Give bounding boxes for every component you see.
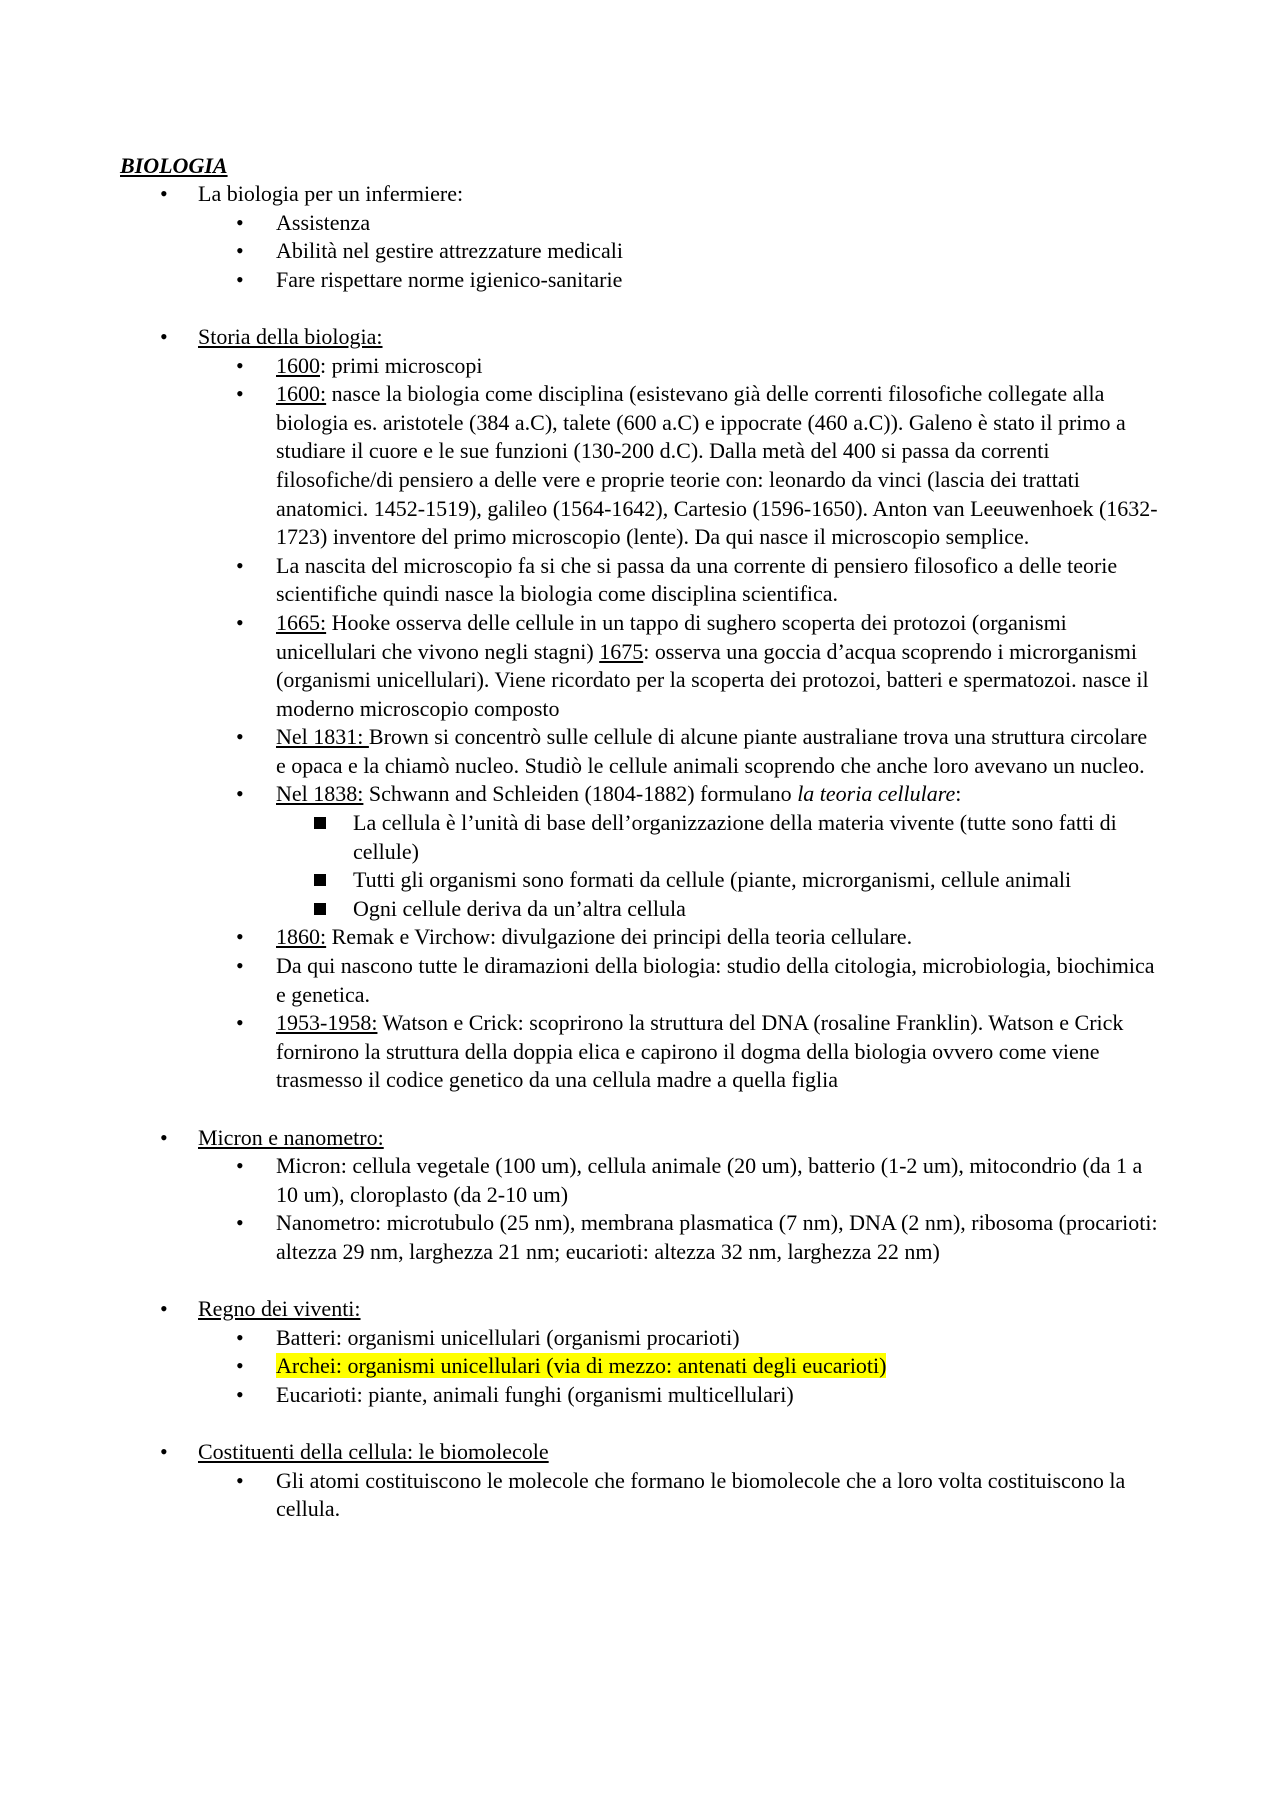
bullet-icon: • bbox=[236, 1210, 244, 1236]
list-item bbox=[0, 609, 1280, 723]
list-item bbox=[0, 866, 1280, 895]
list-item bbox=[0, 237, 1280, 266]
bullet-icon: • bbox=[160, 1296, 168, 1322]
list-item bbox=[0, 1467, 1280, 1524]
list-item-text: La nascita del microscopio fa si che si passa da una corrente di pensiero filosofico a delle teorie scientifiche quindi nasce la biologia come disciplina scientifica. bbox=[276, 552, 1118, 607]
section-heading: Costituenti della cellula: le biomolecole bbox=[198, 1439, 549, 1465]
list-item-text: Hooke osserva delle cellule in un tappo di sughero scoperta dei protozoi (organismi unicellulari che vivono negli stagni) bbox=[276, 609, 1067, 664]
bullet-icon: • bbox=[236, 1324, 244, 1350]
year-label: 1953-1958: bbox=[276, 1010, 378, 1036]
bullet-icon: • bbox=[236, 552, 244, 578]
list-item-text: Assistenza bbox=[276, 209, 371, 235]
year-label: 1600 bbox=[276, 352, 320, 378]
bullet-icon: • bbox=[236, 1467, 244, 1493]
square-bullet-icon bbox=[314, 817, 326, 829]
list-item bbox=[0, 1152, 1280, 1209]
spacer bbox=[0, 1410, 1280, 1439]
square-bullet-icon bbox=[314, 874, 326, 886]
section-intro bbox=[0, 180, 1280, 294]
list-item-text: Batteri: organismi unicellulari (organismi procarioti) bbox=[276, 1324, 740, 1350]
bullet-icon: • bbox=[236, 724, 244, 750]
list-item-text: : primi microscopi bbox=[320, 352, 483, 378]
bullet-icon: • bbox=[160, 1124, 168, 1150]
list-item-text: Remak e Virchow: divulgazione dei principi della teoria cellulare. bbox=[326, 924, 913, 950]
list-item bbox=[0, 923, 1280, 952]
list-item bbox=[0, 1381, 1280, 1410]
list-item bbox=[0, 1124, 1280, 1153]
section-heading: La biologia per un infermiere: bbox=[198, 181, 464, 206]
bullet-icon: • bbox=[236, 1153, 244, 1179]
list-item bbox=[0, 1295, 1280, 1324]
list-item bbox=[0, 780, 1280, 809]
bullet-icon: • bbox=[236, 609, 244, 635]
list-item bbox=[0, 895, 1280, 924]
list-item-text: Fare rispettare norme igienico-sanitarie bbox=[276, 266, 623, 292]
spacer bbox=[0, 1095, 1280, 1124]
list-item-text: : osserva una goccia d’acqua scoprendo i microrganismi (organismi unicellulari). Viene ricordato per la scoperta dei protozoi, batteri e spermatozoi. nasce il moderno microscopio composto bbox=[276, 638, 1149, 721]
document-title: BIOLOGIA bbox=[120, 153, 228, 178]
list-item bbox=[0, 1438, 1280, 1467]
section-heading: Micron e nanometro: bbox=[198, 1124, 384, 1150]
section-costituenti bbox=[0, 1438, 1280, 1524]
bullet-icon: • bbox=[236, 381, 244, 407]
bullet-icon: • bbox=[160, 1439, 168, 1465]
list-item-text: La cellula è l’unità di base dell’organizzazione della materia vivente (tutte sono fatti di cellule) bbox=[353, 810, 1117, 864]
year-label: 1860: bbox=[276, 924, 327, 950]
section-storia bbox=[0, 323, 1280, 1095]
list-item-text: Schwann and Schleiden (1804-1882) formulano bbox=[363, 781, 798, 807]
bullet-icon: • bbox=[236, 352, 244, 378]
bullet-icon: • bbox=[236, 266, 244, 292]
list-item-text: Abilità nel gestire attrezzature medicali bbox=[276, 238, 623, 264]
list-item-text: Eucarioti: piante, animali funghi (organismi multicellulari) bbox=[276, 1381, 794, 1407]
list-item bbox=[0, 352, 1280, 381]
section-heading: Storia della biologia: bbox=[198, 323, 383, 349]
year-label: Nel 1838: bbox=[276, 781, 364, 807]
list-item-text: Da qui nascono tutte le diramazioni della biologia: studio della citologia, microbiologia, biochimica e genetica. bbox=[276, 953, 1155, 1007]
list-item bbox=[0, 1324, 1280, 1353]
list-item bbox=[0, 380, 1280, 552]
list-item-text: nasce la biologia come disciplina (esistevano già delle correnti filosofiche collegate alla biologia es. aristotele (384 a.C), talete (600 a.C) e ippocrate (460 a.C)). Galeno è stato il primo a studiare il cuore e le sue funzioni (130-200 d.C). Dalla metà del 400 si passa da correnti filosofiche/di pensiero a delle vere e proprie teorie con: leonardo da vinci (lascia dei trattati anatomici. 1452-1519), galileo (1564-1642), Cartesio (1596-1650). Anton van Leeuwenhoek (1632-1723) inventore del primo microscopio (lente). Da qui nasce il microscopio semplice. bbox=[276, 381, 1158, 550]
section-micron bbox=[0, 1124, 1280, 1267]
year-label: 1665: bbox=[276, 609, 327, 635]
list-item-text: Nanometro: microtubulo (25 nm), membrana plasmatica (7 nm), DNA (2 nm), ribosoma (procarioti: altezza 29 nm, larghezza 21 nm; eucarioti: altezza 32 nm, larghezza 22 nm) bbox=[276, 1210, 1158, 1264]
spacer bbox=[0, 294, 1280, 323]
year-label: 1675 bbox=[599, 638, 644, 664]
list-item bbox=[0, 809, 1280, 866]
list-item-text: Brown si concentrò sulle cellule di alcune piante australiane trova una struttura circolare e opaca e la chiamò nucleo. Studiò le cellule animali scoprendo che anche loro avevano un nucleo. bbox=[276, 724, 1148, 778]
list-item-text: Watson e Crick: scoprirono la struttura del DNA (rosaline Franklin). Watson e Crick fornirono la struttura della doppia elica e capirono il dogma della biologia ovvero come viene trasmesso il codice genetico da una cellula madre a quella figlia bbox=[276, 1010, 1124, 1093]
list-item bbox=[0, 180, 1280, 209]
list-item bbox=[0, 952, 1280, 1009]
list-item-text: : bbox=[955, 781, 962, 807]
section-regno bbox=[0, 1295, 1280, 1409]
bullet-icon: • bbox=[236, 924, 244, 950]
list-item bbox=[0, 1352, 1280, 1381]
list-item bbox=[0, 1009, 1280, 1095]
theory-name: la teoria cellulare bbox=[797, 781, 956, 807]
list-item bbox=[0, 723, 1280, 780]
list-item bbox=[0, 209, 1280, 238]
list-item bbox=[0, 552, 1280, 609]
bullet-icon: • bbox=[236, 781, 244, 807]
bullet-icon: • bbox=[236, 238, 244, 264]
bullet-icon: • bbox=[160, 181, 168, 206]
spacer bbox=[0, 1267, 1280, 1296]
list-item bbox=[0, 1209, 1280, 1266]
section-heading: Regno dei viventi: bbox=[198, 1296, 361, 1322]
square-bullet-icon bbox=[314, 903, 326, 915]
document-content bbox=[0, 180, 1280, 1524]
bullet-icon: • bbox=[236, 1353, 244, 1379]
list-item bbox=[0, 266, 1280, 295]
year-label: 1600: bbox=[276, 381, 327, 407]
bullet-icon: • bbox=[160, 323, 168, 349]
bullet-icon: • bbox=[236, 1010, 244, 1036]
bullet-icon: • bbox=[236, 1381, 244, 1407]
list-item-text: Gli atomi costituiscono le molecole che formano le biomolecole che a loro volta costituiscono la cellula. bbox=[276, 1467, 1126, 1522]
list-item-text: Micron: cellula vegetale (100 um), cellula animale (20 um), batterio (1-2 um), mitocondrio (da 1 a 10 um), cloroplasto (da 2-10 um) bbox=[276, 1153, 1143, 1207]
highlighted-text: Archei: organismi unicellulari (via di mezzo: antenati degli eucarioti) bbox=[276, 1353, 887, 1379]
list-item-text: Ogni cellule deriva da un’altra cellula bbox=[353, 895, 686, 921]
bullet-icon: • bbox=[236, 209, 244, 235]
bullet-icon: • bbox=[236, 953, 244, 979]
list-item-text: Tutti gli organismi sono formati da cellule (piante, microrganismi, cellule animali bbox=[353, 867, 1072, 893]
list-item bbox=[0, 323, 1280, 352]
year-label: Nel 1831: bbox=[276, 724, 369, 750]
